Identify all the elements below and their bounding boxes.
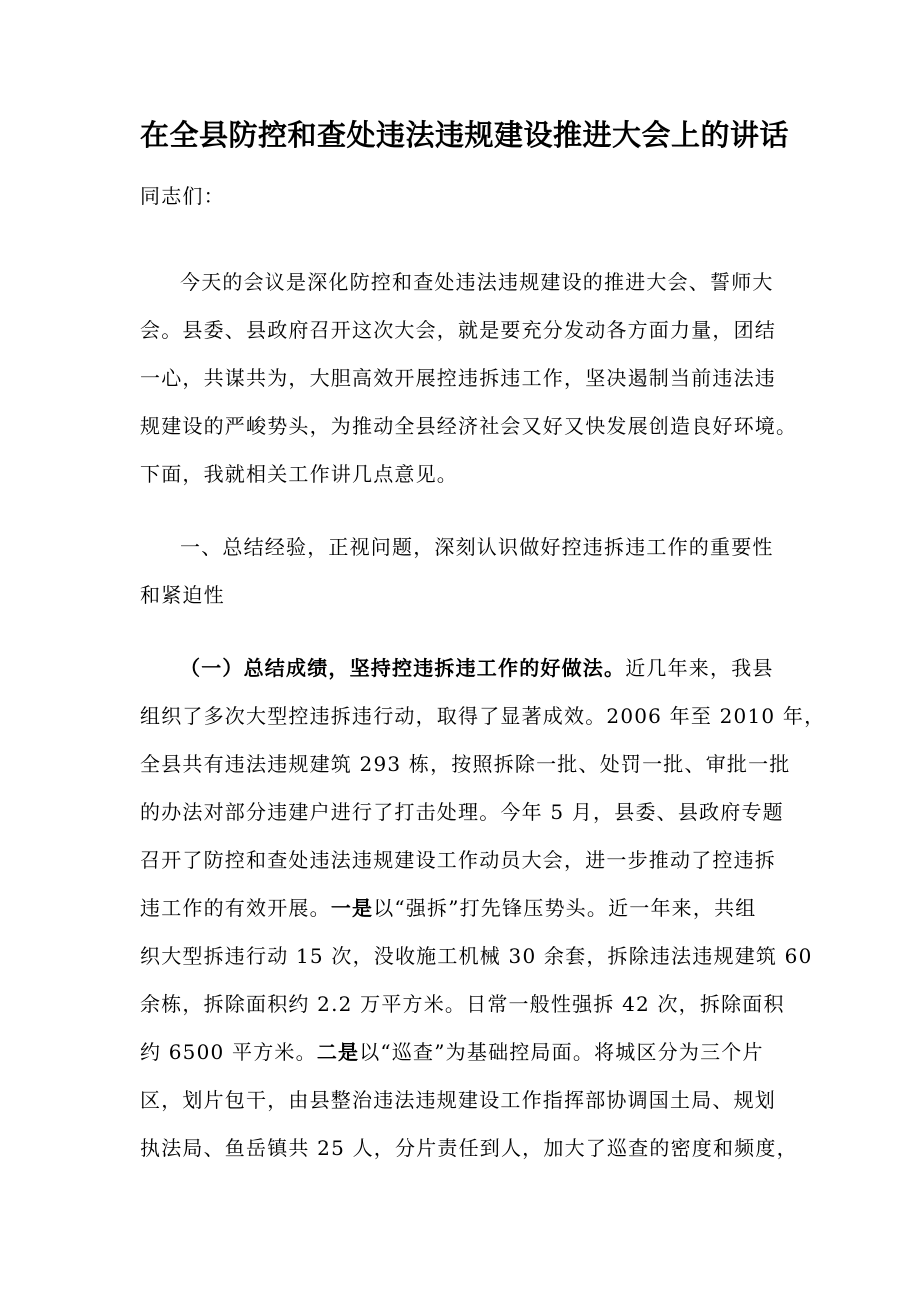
body-line-5: 召开了防控和查处违法违规建设工作动员大会，进一步推动了控违拆: [140, 848, 776, 872]
point-two-label: 二是: [316, 1040, 360, 1064]
body-line-8: 余栋，拆除面积约 2.2 万平方米。日常一般性强拆 42 次，拆除面积: [140, 992, 785, 1016]
body-line-6-a: 违工作的有效开展。: [140, 896, 331, 920]
subsection-first-rest: 近几年来，我县: [625, 656, 774, 680]
intro-line-2: 会。县委、县政府召开这次大会，就是要充分发动各方面力量，团结: [140, 318, 776, 342]
subsection-first-line: [180, 653, 830, 683]
salutation: 同志们：: [140, 184, 225, 208]
body-line-9: [140, 1037, 790, 1067]
intro-line-5: 下面，我就相关工作讲几点意见。: [140, 462, 458, 486]
point-one-label: 一是: [330, 896, 374, 920]
body-line-10: 区，划片包干，由县整治违法违规建设工作指挥部协调国土局、规划: [140, 1088, 776, 1112]
intro-line-1: 今天的会议是深化防控和查处违法违规建设的推进大会、誓师大: [180, 270, 774, 294]
body-line-6-c: 以“强拆”打先锋压势头。近一年来，共组: [373, 896, 757, 920]
section-heading-line-1: 一、总结经验，正视问题，深刻认识做好控违拆违工作的重要性: [180, 535, 774, 559]
subsection-heading: （一）总结成绩，坚持控违拆违工作的好做法。: [180, 656, 626, 680]
body-line-11: 执法局、鱼岳镇共 25 人，分片责任到人，加大了巡查的密度和频度，: [140, 1136, 798, 1160]
body-line-3: 全县共有违法违规建筑 293 栋，按照拆除一批、处罚一批、审批一批: [140, 752, 791, 776]
body-line-6: [140, 893, 790, 923]
body-line-9-a: 约 6500 平方米。: [140, 1040, 317, 1064]
body-line-2: 组织了多次大型控违拆违行动，取得了显著成效。2006 年至 2010 年，: [140, 704, 826, 728]
intro-line-4: 规建设的严峻势头，为推动全县经济社会又好又快发展创造良好环境。: [140, 414, 798, 438]
body-line-4: 的办法对部分违建户进行了打击处理。今年 5 月，县委、县政府专题: [140, 800, 784, 824]
intro-line-3: 一心，共谋共为，大胆高效开展控违拆违工作，坚决遏制当前违法违: [140, 366, 776, 390]
section-heading-line-2: 和紧迫性: [140, 583, 225, 607]
body-line-7: 织大型拆违行动 15 次，没收施工机械 30 余套，拆除违法违规建筑 60: [140, 944, 813, 968]
document-title: 在全县防控和查处违法违规建设推进大会上的讲话: [140, 118, 790, 152]
body-line-9-c: 以“巡查”为基础控局面。将城区分为三个片: [359, 1040, 764, 1064]
